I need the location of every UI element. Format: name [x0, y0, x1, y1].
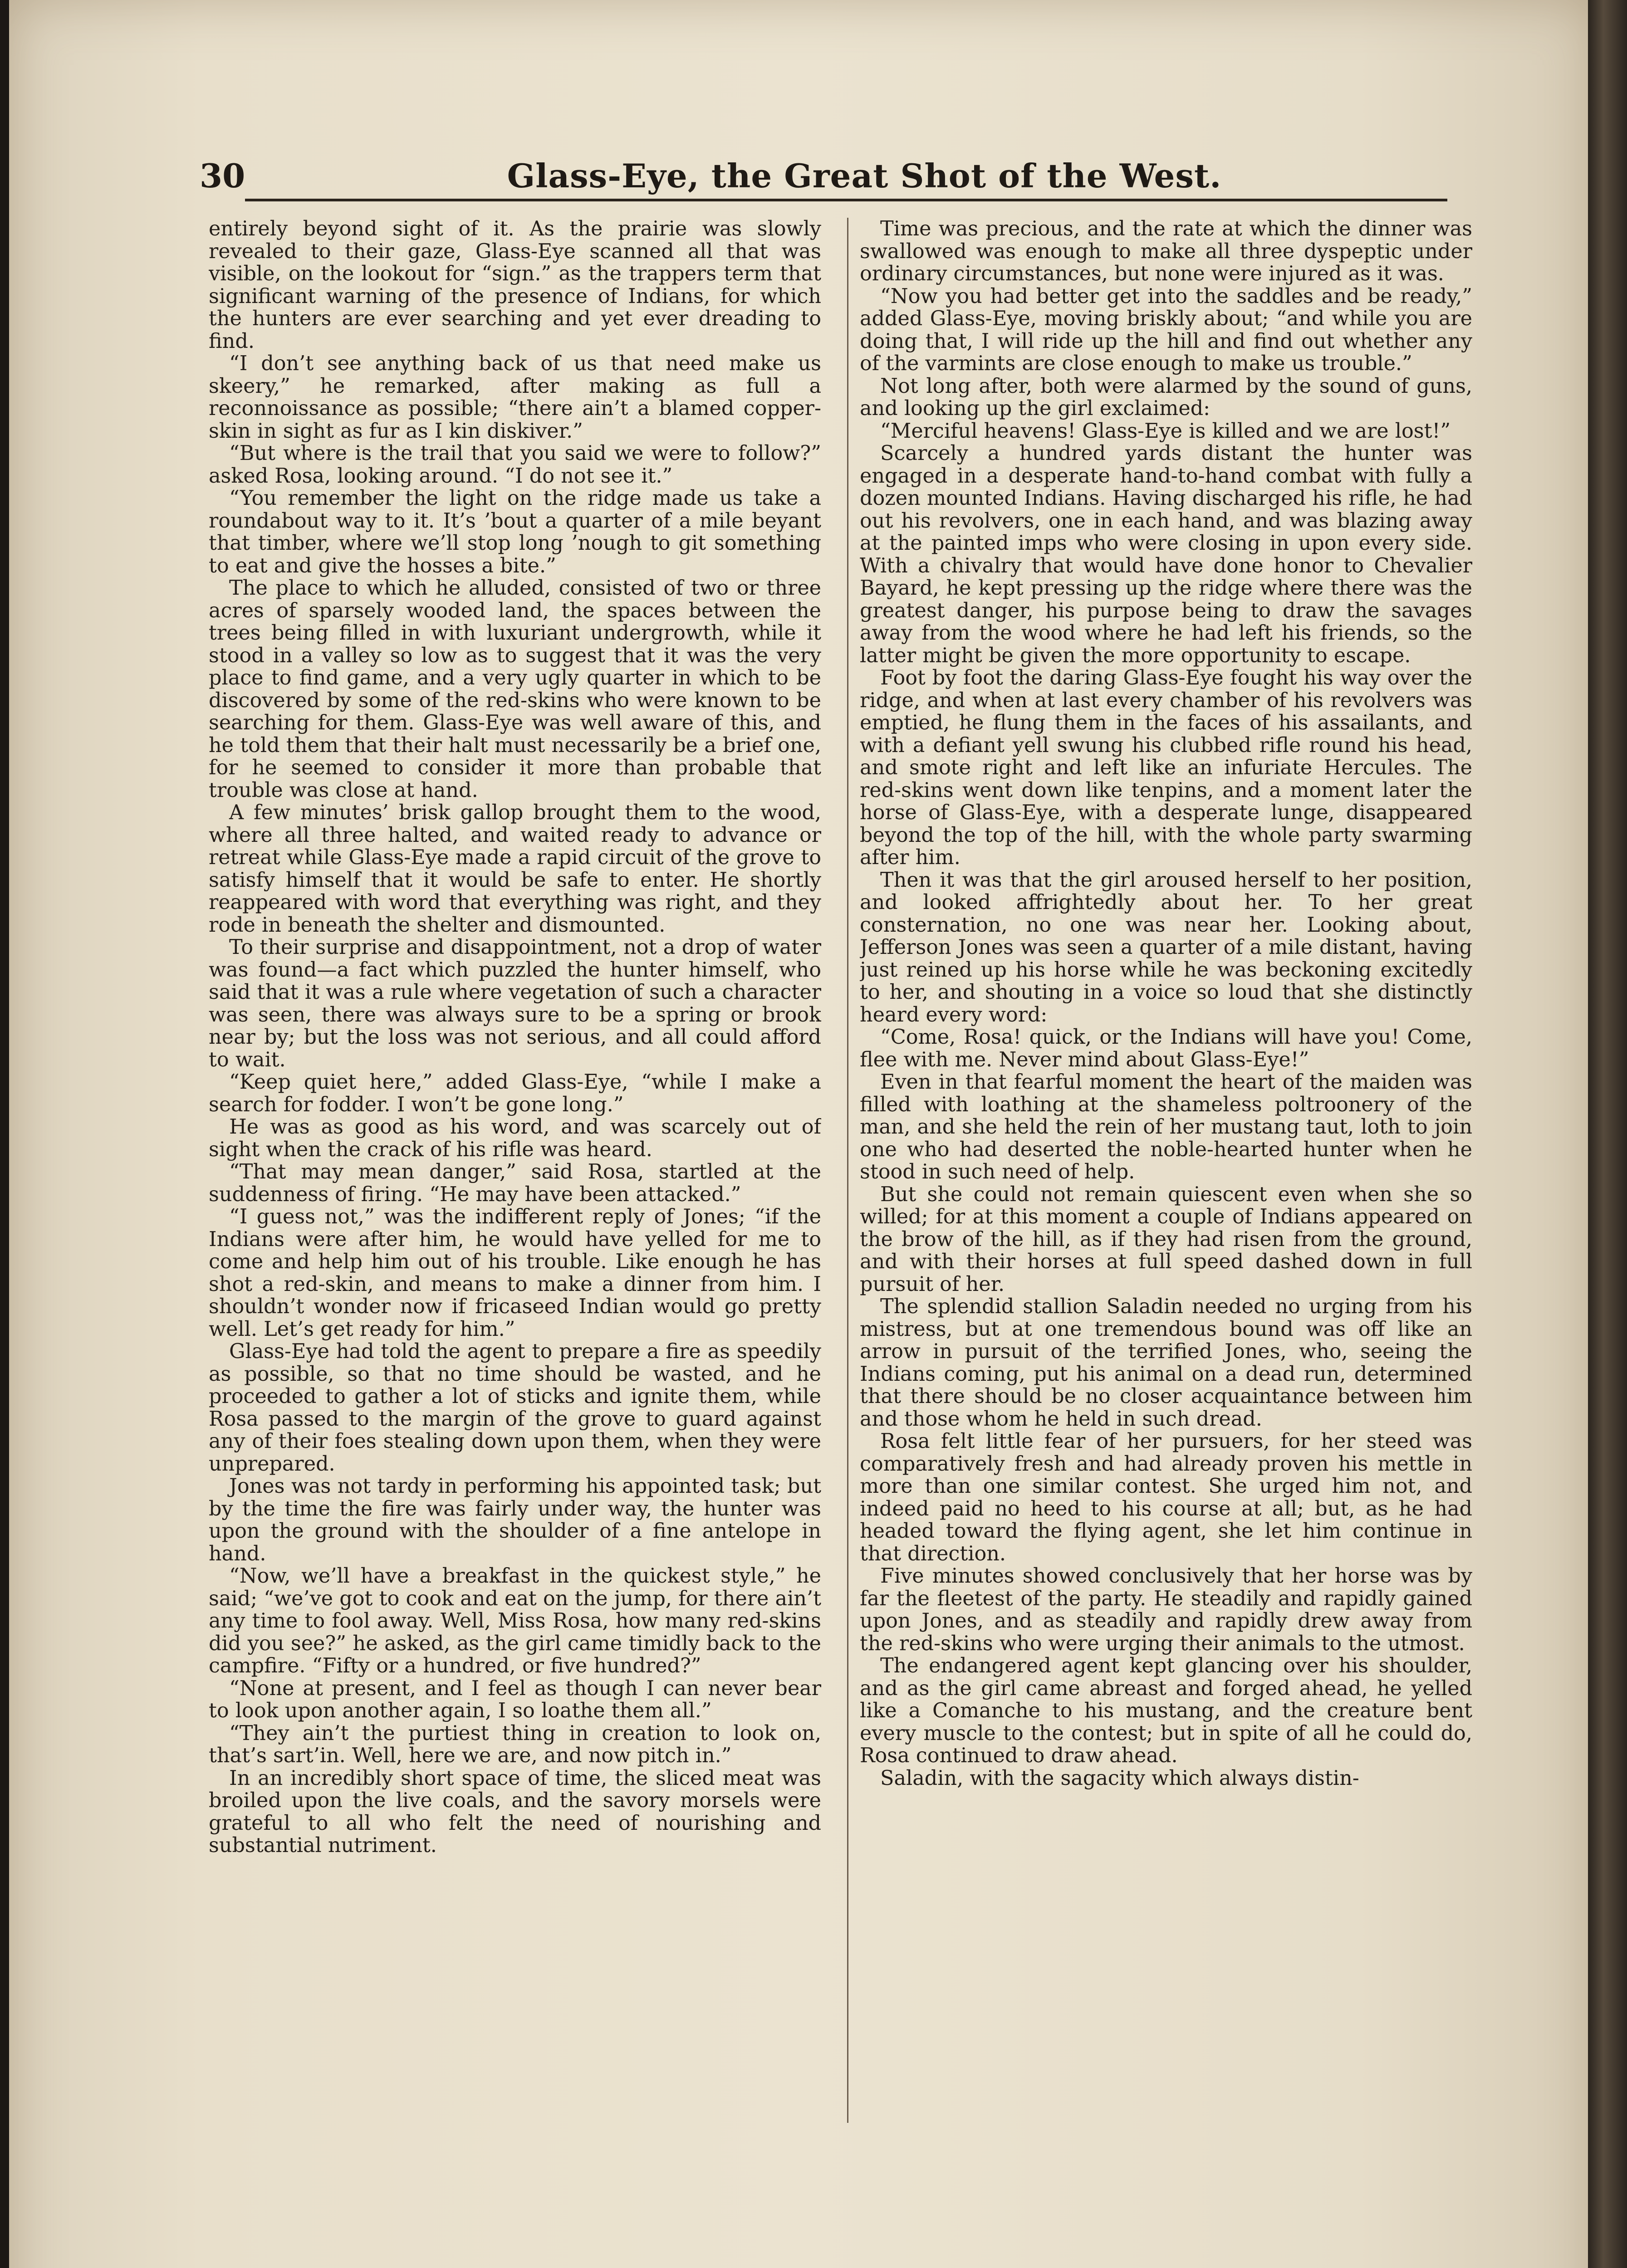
paragraph: The endangered agent kept glancing over his shoulder, and as the girl came abreast and forged ahead, he yelled like a Comanche to his mustang, and the creature bent every muscle to the contest; but in spite of all he could do, Rosa continued to draw ahead. — [860, 1654, 1472, 1767]
paragraph: “Merciful heavens! Glass-Eye is killed and we are lost!” — [880, 419, 1451, 443]
paragraph: Five minutes showed conclusively that her horse was by far the fleetest of the party. He steadily and rapidly gained upon Jones, and as steadily and rapidly drew away from the red-skins who were urging their animals to the utmost. — [860, 1564, 1472, 1655]
paragraph: Saladin, with the sagacity which always distin- — [880, 1766, 1359, 1790]
paragraph: “Come, Rosa! quick, or the Indians will have you! Come, flee with me. Never mind about Glass-Eye!” — [860, 1026, 1472, 1071]
paragraph: He was as good as his word, and was scarcely out of sight when the crack of his rifle was heard. — [209, 1115, 821, 1161]
paragraph: The splendid stallion Saladin needed no urging from his mistress, but at one tremendous bound was off like an arrow in pursuit of the terrified Jones, who, seeing the Indians coming, put his animal on a dead run, determined that there should be no closer acquaintance between him and those whom he held in such dread. — [860, 1295, 1472, 1431]
paragraph: A few minutes’ brisk gallop brought them to the wood, where all three halted, and waited ready to advance or retreat while Glass-Eye made a rapid circuit of the grove to satisfy himself that it would be safe to enter. He shortly reappeared with word that everything was right, and they rode in beneath the shelter and dismounted. — [209, 801, 821, 937]
paragraph: “Keep quiet here,” added Glass-Eye, “while I make a search for fodder. I won’t be gone long.” — [209, 1070, 821, 1116]
running-title: Glass-Eye, the Great Shot of the West. — [507, 156, 1222, 195]
book-page — [9, 0, 1597, 2268]
text-column-right — [860, 218, 1472, 2141]
paragraph: Not long after, both were alarmed by the sound of guns, and looking up the girl exclaimed: — [860, 374, 1472, 420]
paragraph: Time was precious, and the rate at which the dinner was swallowed was enough to make all three dyspeptic under ordinary circumstances, but none were injured as it was. — [860, 218, 1472, 285]
paragraph: “You remember the light on the ridge made us take a roundabout way to it. It’s ’bout a quarter of a mile beyant that timber, where we’ll stop long ’nough to git something to eat and give the hosses a bite.” — [209, 487, 821, 577]
paragraph: “But where is the trail that you said we were to follow?” asked Rosa, looking around. “I do not see it.” — [209, 442, 821, 488]
paragraph: In an incredibly short space of time, the sliced meat was broiled upon the live coals, and the savory morsels were grateful to all who felt the need of nourishing and substantial nutriment. — [209, 1766, 821, 1857]
paragraph: “They ain’t the purtiest thing in creation to look on, that’s sart’in. Well, here we are, and now pitch in.” — [209, 1721, 821, 1767]
paragraph: Jones was not tardy in performing his appointed task; but by the time the fire was fairly under way, the hunter was upon the ground with the shoulder of a fine antelope in hand. — [209, 1475, 821, 1565]
paragraph: Scarcely a hundred yards distant the hunter was engaged in a desperate hand-to-hand combat with fully a dozen mounted Indians. Having discharged his rifle, he had out his revolvers, one in each hand, and was blazing away at the painted imps who were closing in upon every side. With a chivalry that would have done honor to Chevalier Bayard, he kept pressing up the ridge where there was the greatest danger, his purpose being to draw the savages away from the wood where he had left his friends, so the latter might be given the more opportunity to escape. — [860, 442, 1472, 667]
paragraph: “I guess not,” was the indifferent reply of Jones; “if the Indians were after him, he would have yelled for me to come and help him out of his trouble. Like enough he has shot a red-skin, and means to make a dinner from him. I shouldn’t wonder now if fricaseed Indian would go pretty well. Let’s get ready for him.” — [209, 1205, 821, 1341]
paragraph: “That may mean danger,” said Rosa, startled at the suddenness of firing. “He may have been attacked.” — [209, 1160, 821, 1206]
text-column-left — [209, 218, 821, 2141]
paragraph: Even in that fearful moment the heart of the maiden was filled with loathing at the shameless poltroonery of the man, and she held the rein of her mustang taut, loth to join one who had deserted the noble-hearted hunter when he stood in such need of help. — [860, 1070, 1472, 1183]
paragraph: To their surprise and disappointment, not a drop of water was found—a fact which puzzled the hunter himself, who said that it was a rule where vegetation of such a character was seen, there was always sure to be a spring or brook near by; but the loss was not serious, and all could afford to wait. — [209, 936, 821, 1071]
paragraph: Rosa felt little fear of her pursuers, for her steed was comparatively fresh and had already proven his mettle in more than one similar contest. She urged him not, and indeed paid no heed to his course at all; but, as he had headed toward the flying agent, she let him continue in that direction. — [860, 1430, 1472, 1565]
paragraph: “I don’t see anything back of us that need make us skeery,” he remarked, after making as full a reconnoissance as possible; “there ain’t a blamed copper-skin in sight as fur as I kin diskiver.” — [209, 352, 821, 443]
column-divider — [847, 218, 848, 2123]
paragraph: Foot by foot the daring Glass-Eye fought his way over the ridge, and when at last every chamber of his revolvers was emptied, he flung them in the faces of his assailants, and with a defiant yell swung his clubbed rifle round his head, and smote right and left like an infuriate Hercules. The red-skins went down like tenpins, and a moment later the horse of Glass-Eye, with a desperate lunge, disappeared beyond the top of the hill, with the whole party swarming after him. — [860, 666, 1472, 869]
paragraph: “None at present, and I feel as though I can never bear to look upon another again, I so loathe them all.” — [209, 1677, 821, 1722]
paragraph: “Now you had better get into the saddles and be ready,” added Glass-Eye, moving briskly about; “and while you are doing that, I will ride up the hill and find out whether any of the varmints are close enough to make us trouble.” — [860, 284, 1472, 375]
facing-page-edge — [1588, 0, 1627, 2268]
paragraph: entirely beyond sight of it. As the prairie was slowly revealed to their gaze, Glass-Eye scanned all that was visible, on the lookout for “sign.” as the trappers term that significant warning of the presence of Indians, for which the hunters are ever searching and yet ever dreading to find. — [209, 218, 821, 353]
paragraph: “Now, we’ll have a breakfast in the quickest style,” he said; “we’ve got to cook and eat on the jump, for there ain’t any time to fool away. Well, Miss Rosa, how many red-skins did you see?” he asked, as the girl came timidly back to the campfire. “Fifty or a hundred, or five hundred?” — [209, 1564, 821, 1677]
paragraph: But she could not remain quiescent even when she so willed; for at this moment a couple of Indians appeared on the brow of the hill, as if they had risen from the ground, and with their horses at full speed dashed down in full pursuit of her. — [860, 1183, 1472, 1296]
paragraph: Glass-Eye had told the agent to prepare a fire as speedily as possible, so that no time should be wasted, and he proceeded to gather a lot of sticks and ignite them, while Rosa passed to the margin of the grove to guard against any of their foes stealing down upon them, when they were unprepared. — [209, 1340, 821, 1476]
page-number: 30 — [200, 156, 245, 195]
header-rule — [245, 199, 1447, 201]
paragraph: Then it was that the girl aroused herself to her position, and looked affrightedly about her. To her great consternation, no one was near her. Looking about, Jefferson Jones was seen a quarter of a mile distant, having just reined up his horse while he was beckoning excitedly to her, and shouting in a voice so loud that she distinctly heard every word: — [860, 868, 1472, 1026]
paragraph: The place to which he alluded, consisted of two or three acres of sparsely wooded land, the spaces between the trees being filled in with luxuriant undergrowth, while it stood in a valley so low as to suggest that it was the very place to find game, and a very ugly quarter in which to be discovered by some of the red-skins who were known to be searching for them. Glass-Eye was well aware of this, and he told them that their halt must necessarily be a brief one, for he seemed to consider it more than probable that trouble was close at hand. — [209, 577, 821, 802]
page-header — [200, 136, 1452, 195]
